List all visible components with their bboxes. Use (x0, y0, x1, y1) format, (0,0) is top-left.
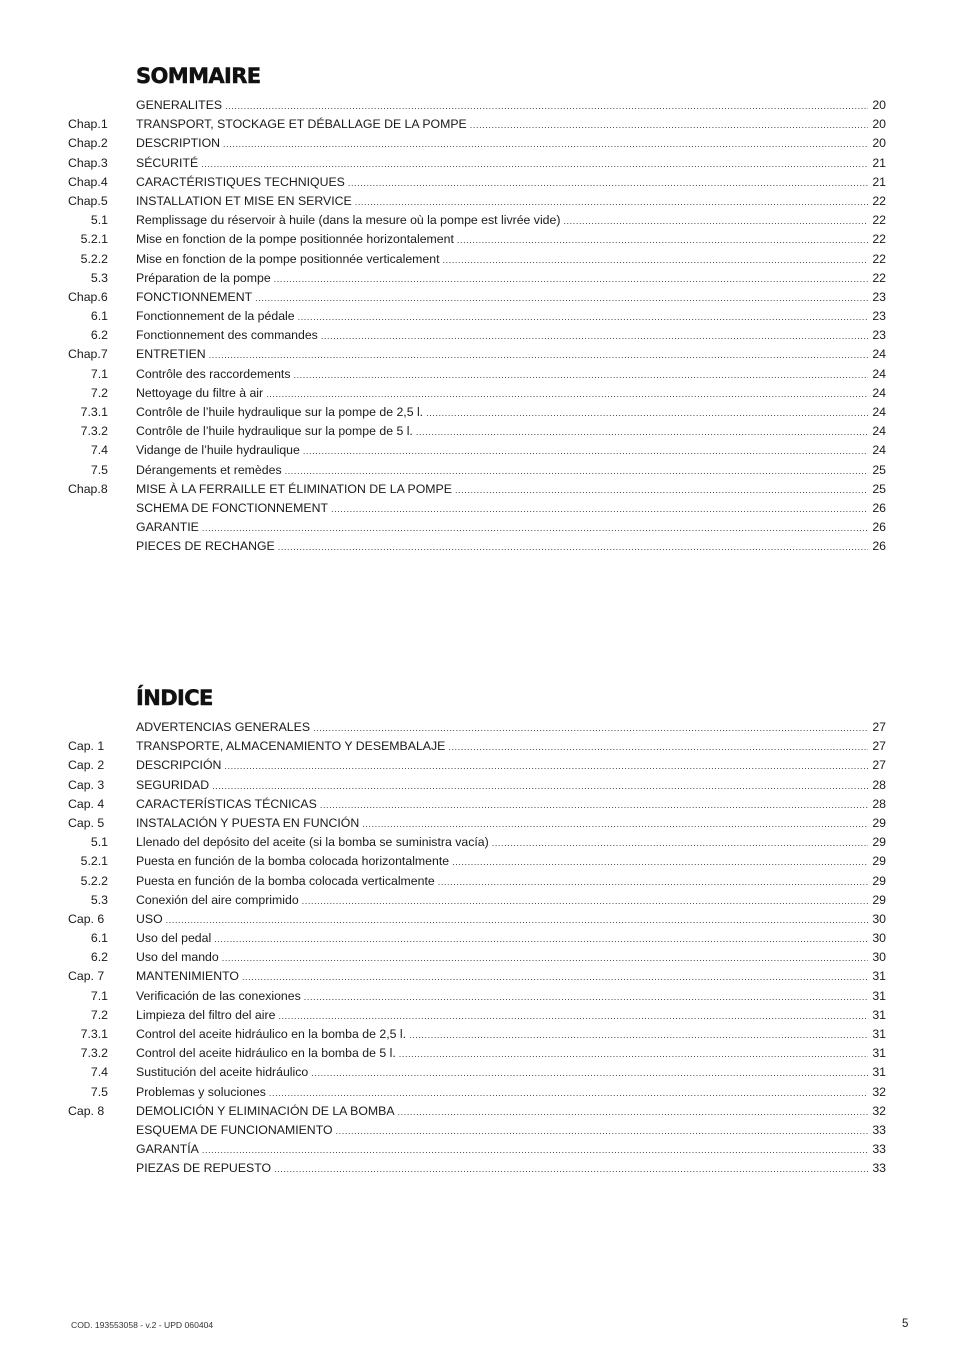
toc-entry-page: 31 (872, 1027, 886, 1041)
toc-entry-line (136, 173, 886, 193)
toc-entry-number: 5.2.2 (80, 873, 108, 888)
toc-entry-line (136, 1140, 886, 1160)
dot-leader (266, 385, 868, 404)
toc-entry (0, 776, 954, 795)
toc-entry-page: 30 (872, 950, 886, 965)
toc-entry-title: SEGURIDAD (136, 777, 210, 792)
toc-entry-title: Nettoyage du filtre à air (136, 385, 264, 400)
toc-entry (0, 718, 954, 737)
toc-entry (0, 384, 954, 403)
toc-entry-page: 31 (872, 969, 886, 984)
toc-entry-title: ESQUEMA DE FUNCIONAMIENTO (136, 1122, 333, 1137)
dot-leader (331, 500, 868, 519)
toc-entry (0, 154, 954, 173)
toc-entry-page: 27 (872, 720, 886, 734)
dot-leader (201, 155, 868, 174)
toc-entry (0, 250, 954, 269)
toc-entry-line (136, 1102, 886, 1122)
toc-entry-line (136, 307, 886, 327)
dot-leader (455, 481, 868, 500)
toc-entry-title: Contrôle de l’huile hydraulique sur la pompe de 2,5 l. (136, 405, 424, 419)
dot-leader (311, 1064, 868, 1083)
document-code: COD. 193553058 - v.2 - UPD 060404 (71, 1320, 214, 1330)
dot-leader (409, 1026, 868, 1045)
toc-entry (0, 1121, 954, 1140)
toc-entry (0, 499, 954, 518)
toc-entry-title: DESCRIPCIÓN (136, 758, 222, 773)
toc-entry-line (136, 518, 886, 538)
toc-entry-page: 24 (872, 443, 886, 458)
toc-entry-page: 23 (872, 289, 886, 304)
toc-entry-number: Cap. 2 (68, 758, 105, 773)
toc-entry-title: Contrôle de l’huile hydraulique sur la pompe de 5 l. (136, 424, 413, 439)
dot-leader (278, 538, 869, 557)
dot-leader (426, 404, 868, 423)
toc-entry-title: Sustitución del aceite hidráulico (136, 1065, 309, 1080)
toc-entry-line (136, 230, 886, 250)
dot-leader (362, 815, 868, 834)
toc-entry-page: 22 (872, 193, 886, 208)
toc-entry (0, 480, 954, 499)
toc-entry-line (136, 461, 886, 481)
toc-entry-line (136, 1159, 886, 1179)
dot-leader (492, 834, 869, 853)
toc-entry-title: DESCRIPTION (136, 136, 221, 151)
toc-entry-number: 7.3.2 (80, 424, 108, 439)
dot-leader (355, 193, 869, 212)
toc-entry-page: 32 (872, 1103, 886, 1118)
toc-entry (0, 1006, 954, 1025)
toc-entry-line (136, 1006, 886, 1026)
toc-entry-line (136, 776, 886, 796)
toc-entry-line (136, 192, 886, 212)
dot-leader (399, 1045, 869, 1064)
toc-entry-page: 22 (872, 232, 886, 247)
dot-leader (302, 892, 869, 911)
toc-entry-page: 31 (872, 1046, 886, 1061)
toc-entry-number: 5.2.1 (80, 854, 108, 869)
dot-leader (457, 231, 868, 250)
toc-entry-title: SCHEMA DE FONCTIONNEMENT (136, 500, 328, 515)
toc-entry (0, 345, 954, 364)
section-heading: SOMMAIRE (136, 64, 261, 88)
toc-entry-line (136, 872, 886, 892)
toc-entry-line (136, 403, 886, 423)
toc-entry-line (136, 269, 886, 289)
toc-entry-page: 21 (872, 174, 886, 189)
toc-entry-number: 7.3.2 (80, 1046, 108, 1061)
toc-entry-line (136, 1025, 886, 1045)
toc-entry-line (136, 134, 886, 154)
toc-entry (0, 115, 954, 134)
toc-entry-number: 6.2 (90, 328, 108, 343)
dot-leader (274, 270, 869, 289)
dot-leader (470, 116, 869, 135)
toc-entry-page: 26 (872, 520, 886, 535)
toc-entry-number: 7.2 (90, 385, 108, 400)
toc-entry-title: Fonctionnement de la pédale (136, 309, 295, 324)
toc-entry-line (136, 948, 886, 968)
toc-entry-number: Chap.8 (68, 481, 108, 496)
toc-entry-title: Control del aceite hidráulico en la bomba de 2,5 l. (136, 1027, 407, 1041)
dot-leader (348, 174, 868, 193)
toc-entry-line (136, 1063, 886, 1083)
toc-entry (0, 967, 954, 986)
toc-entry (0, 795, 954, 814)
toc-entry (0, 403, 954, 422)
toc-entry (0, 1140, 954, 1159)
toc-entry-line (136, 211, 886, 231)
toc-entry-number: 5.1 (90, 213, 108, 228)
toc-entry-page: 29 (872, 873, 886, 888)
dot-leader (443, 251, 869, 270)
toc-entry (0, 307, 954, 326)
dot-leader (448, 738, 868, 757)
toc-entry-number: Chap.3 (68, 155, 108, 170)
dot-leader (336, 1122, 869, 1141)
toc-entry-page: 23 (872, 309, 886, 324)
toc-entry-page: 20 (872, 98, 886, 112)
dot-leader (278, 1007, 868, 1026)
toc-entry-title: FONCTIONNEMENT (136, 289, 253, 304)
dot-leader (285, 462, 869, 481)
toc-entry-number: 7.4 (90, 443, 108, 458)
toc-entry-page: 27 (872, 739, 886, 754)
toc-entry-line (136, 345, 886, 365)
toc-entry-line (136, 795, 886, 815)
section-heading: ÍNDICE (136, 686, 213, 710)
dot-leader (303, 442, 868, 461)
toc-entry-number: 6.1 (90, 931, 108, 946)
toc-entry-number: Chap.5 (68, 193, 108, 208)
toc-entry-page: 25 (872, 462, 886, 477)
toc-entry-line (136, 1083, 886, 1103)
toc-entry-number: 5.3 (90, 270, 108, 285)
toc-entry-line (136, 891, 886, 911)
toc-entry-title: MISE À LA FERRAILLE ET ÉLIMINATION DE LA POMPE (136, 481, 452, 496)
toc-entry-page: 29 (872, 815, 886, 830)
toc-entry-number: Chap.4 (68, 174, 108, 189)
toc-entry-title: Remplissage du réservoir à huile (dans la mesure où la pompe est livrée vide) (136, 213, 561, 228)
toc-entry-page: 30 (872, 931, 886, 946)
toc-entry-number: 7.4 (90, 1065, 108, 1080)
dot-leader (438, 873, 869, 892)
dot-leader (225, 97, 868, 116)
toc-entry-page: 29 (872, 854, 886, 869)
toc-entry-page: 25 (872, 481, 886, 496)
toc-entry (0, 987, 954, 1006)
toc-entry-title: TRANSPORTE, ALMACENAMIENTO Y DESEMBALAJE (136, 739, 446, 754)
toc-entry (0, 910, 954, 929)
toc-entry (0, 365, 954, 384)
toc-entry-number: 6.2 (90, 950, 108, 965)
toc-entry-page: 33 (872, 1122, 886, 1137)
toc-entry (0, 929, 954, 948)
toc-entry-page: 22 (872, 251, 886, 266)
toc-entry-page: 20 (872, 136, 886, 151)
toc-entry-number: Cap. 5 (68, 815, 105, 830)
toc-list (0, 96, 954, 557)
dot-leader (255, 289, 868, 308)
toc-entry-page: 24 (872, 366, 886, 381)
toc-entry (0, 814, 954, 833)
toc-entry-title: GARANTIE (136, 520, 199, 535)
toc-entry-page: 31 (872, 1007, 886, 1022)
toc-entry-title: Uso del mando (136, 950, 219, 965)
toc-entry-page: 29 (872, 892, 886, 907)
toc-entry-title: SÉCURITÉ (136, 155, 199, 170)
toc-list (0, 718, 954, 1179)
toc-entry-line (136, 480, 886, 500)
toc-entry-number: 5.1 (90, 835, 108, 850)
toc-entry-line (136, 814, 886, 834)
toc-entry (0, 891, 954, 910)
toc-entry (0, 1063, 954, 1082)
toc-entry (0, 833, 954, 852)
toc-entry-title: ENTRETIEN (136, 347, 206, 362)
toc-entry (0, 96, 954, 115)
dot-leader (202, 1141, 868, 1160)
toc-entry-line (136, 441, 886, 461)
toc-entry (0, 852, 954, 871)
toc-entry-title: Vidange de l’huile hydraulique (136, 443, 300, 458)
toc-entry-line (136, 288, 886, 308)
toc-entry (0, 948, 954, 967)
toc-entry-line (136, 833, 886, 853)
toc-entry-title: MANTENIMIENTO (136, 969, 239, 984)
toc-entry-number: Cap. 7 (68, 969, 105, 984)
toc-entry-title: Verificación de las conexiones (136, 988, 301, 1003)
toc-entry (0, 192, 954, 211)
toc-entry (0, 173, 954, 192)
toc-entry-page: 29 (872, 835, 886, 850)
toc-entry-title: Uso del pedal (136, 931, 212, 946)
dot-leader (242, 968, 868, 987)
toc-entry-number: Cap. 4 (68, 796, 105, 811)
toc-entry-page: 20 (872, 117, 886, 132)
toc-entry-number: 7.2 (90, 1007, 108, 1022)
toc-entry-page: 22 (872, 270, 886, 285)
toc-entry-line (136, 115, 886, 135)
dot-leader (222, 949, 869, 968)
toc-entry-page: 21 (872, 155, 886, 170)
toc-entry-number: 6.1 (90, 309, 108, 324)
toc-entry-title: TRANSPORT, STOCKAGE ET DÉBALLAGE DE LA POMPE (136, 117, 467, 132)
toc-entry-page: 23 (872, 328, 886, 343)
dot-leader (563, 212, 868, 231)
toc-entry-number: 7.5 (90, 462, 108, 477)
toc-entry-title: GENERALITES (136, 98, 223, 112)
toc-entry-title: PIEZAS DE REPUESTO (136, 1161, 272, 1176)
toc-entry (0, 872, 954, 891)
dot-leader (223, 135, 868, 154)
toc-entry-title: Puesta en función de la bomba colocada verticalmente (136, 873, 435, 888)
toc-entry-number: Cap. 6 (68, 911, 105, 926)
toc-entry-page: 32 (872, 1084, 886, 1099)
toc-entry (0, 1083, 954, 1102)
toc-entry (0, 211, 954, 230)
toc-entry (0, 1044, 954, 1063)
toc-entry-line (136, 718, 886, 738)
dot-leader (212, 777, 868, 796)
toc-entry-number: Cap. 1 (68, 739, 105, 754)
toc-entry (0, 288, 954, 307)
toc-entry-line (136, 537, 886, 557)
toc-entry-title: INSTALACIÓN Y PUESTA EN FUNCIÓN (136, 815, 360, 830)
dot-leader (214, 930, 868, 949)
toc-entry-title: PIECES DE RECHANGE (136, 539, 275, 554)
toc-entry-page: 26 (872, 500, 886, 515)
toc-entry-line (136, 756, 886, 776)
toc-entry (0, 326, 954, 345)
dot-leader (416, 423, 868, 442)
toc-entry-title: Mise en fonction de la pompe positionnée verticalement (136, 251, 440, 266)
dot-leader (304, 988, 869, 1007)
toc-entry-line (136, 422, 886, 442)
toc-entry-page: 24 (872, 405, 886, 419)
toc-entry-page: 33 (872, 1161, 886, 1176)
dot-leader (321, 327, 868, 346)
toc-entry (0, 537, 954, 556)
toc-entry (0, 269, 954, 288)
toc-entry-page: 33 (872, 1142, 886, 1157)
toc-entry-line (136, 737, 886, 757)
toc-entry-line (136, 852, 886, 872)
toc-entry-title: Dérangements et remèdes (136, 462, 282, 477)
toc-entry-title: Llenado del depósito del aceite (si la bomba se suministra vacía) (136, 835, 489, 850)
toc-entry-page: 28 (872, 796, 886, 811)
toc-entry-number: 5.2.2 (80, 251, 108, 266)
toc-entry (0, 134, 954, 153)
toc-entry-line (136, 365, 886, 385)
toc-entry-number: Cap. 8 (68, 1103, 105, 1118)
toc-entry (0, 1025, 954, 1044)
toc-entry-number: 7.3.1 (80, 405, 108, 419)
toc-entry-title: Puesta en función de la bomba colocada horizontalmente (136, 854, 450, 869)
toc-entry-line (136, 1121, 886, 1141)
toc-entry-number: Cap. 3 (68, 777, 105, 792)
toc-entry-title: Conexión del aire comprimido (136, 892, 299, 907)
toc-entry-page: 22 (872, 213, 886, 228)
toc-entry-line (136, 910, 886, 930)
toc-entry-title: ADVERTENCIAS GENERALES (136, 720, 311, 734)
toc-entry-number: Chap.1 (68, 117, 108, 132)
toc-entry-title: USO (136, 911, 163, 926)
toc-entry-line (136, 326, 886, 346)
dot-leader (202, 519, 868, 538)
toc-entry-number: 7.1 (90, 988, 108, 1003)
dot-leader (313, 719, 868, 738)
toc-entry-title: Mise en fonction de la pompe positionnée horizontalement (136, 232, 454, 247)
toc-entry (0, 1102, 954, 1121)
toc-entry (0, 461, 954, 480)
dot-leader (166, 911, 869, 930)
toc-entry-number: 5.2.1 (80, 232, 108, 247)
toc-entry-number: 7.5 (90, 1084, 108, 1099)
dot-leader (209, 346, 869, 365)
toc-entry (0, 737, 954, 756)
toc-entry (0, 1159, 954, 1178)
toc-entry-page: 24 (872, 347, 886, 362)
toc-entry-line (136, 154, 886, 174)
toc-entry-number: 7.3.1 (80, 1027, 108, 1041)
toc-entry-page: 28 (872, 777, 886, 792)
dot-leader (293, 366, 868, 385)
page-number: 5 (902, 1318, 909, 1330)
toc-entry-title: GARANTÍA (136, 1142, 199, 1157)
toc-entry-line (136, 499, 886, 519)
toc-entry-page: 31 (872, 1065, 886, 1080)
toc-entry-title: Fonctionnement des commandes (136, 328, 318, 343)
dot-leader (274, 1160, 868, 1179)
toc-entry-number: Chap.2 (68, 136, 108, 151)
toc-entry-page: 27 (872, 758, 886, 773)
toc-entry-line (136, 384, 886, 404)
dot-leader (269, 1084, 868, 1103)
dot-leader (320, 796, 868, 815)
toc-entry (0, 230, 954, 249)
toc-entry-number: Chap.7 (68, 347, 108, 362)
dot-leader (398, 1103, 869, 1122)
toc-entry-title: CARACTERÍSTICAS TÉCNICAS (136, 796, 317, 811)
toc-entry (0, 441, 954, 460)
toc-entry-title: Control del aceite hidráulico en la bomba de 5 l. (136, 1046, 396, 1061)
dot-leader (452, 853, 868, 872)
dot-leader (298, 308, 869, 327)
toc-entry (0, 518, 954, 537)
toc-entry-page: 24 (872, 424, 886, 439)
toc-entry-line (136, 929, 886, 949)
toc-entry-title: Problemas y soluciones (136, 1084, 266, 1099)
toc-entry-title: Limpieza del filtro del aire (136, 1007, 276, 1022)
toc-entry-title: Contrôle des raccordements (136, 366, 291, 381)
toc-entry (0, 422, 954, 441)
toc-entry-number: Chap.6 (68, 289, 108, 304)
toc-entry-line (136, 987, 886, 1007)
toc-entry-title: DEMOLICIÓN Y ELIMINACIÓN DE LA BOMBA (136, 1103, 395, 1118)
toc-entry-line (136, 1044, 886, 1064)
toc-entry-page: 31 (872, 988, 886, 1003)
toc-entry-title: CARACTÉRISTIQUES TECHNIQUES (136, 174, 345, 189)
toc-entry-number: 5.3 (90, 892, 108, 907)
toc-entry-title: Préparation de la pompe (136, 270, 271, 285)
toc-entry-title: INSTALLATION ET MISE EN SERVICE (136, 193, 352, 208)
toc-entry-line (136, 967, 886, 987)
toc-entry-number: 7.1 (90, 366, 108, 381)
toc-entry-line (136, 250, 886, 270)
toc-entry-page: 30 (872, 911, 886, 926)
toc-entry-page: 24 (872, 385, 886, 400)
toc-entry-page: 26 (872, 539, 886, 554)
dot-leader (224, 757, 868, 776)
toc-entry-line (136, 96, 886, 116)
toc-entry (0, 756, 954, 775)
